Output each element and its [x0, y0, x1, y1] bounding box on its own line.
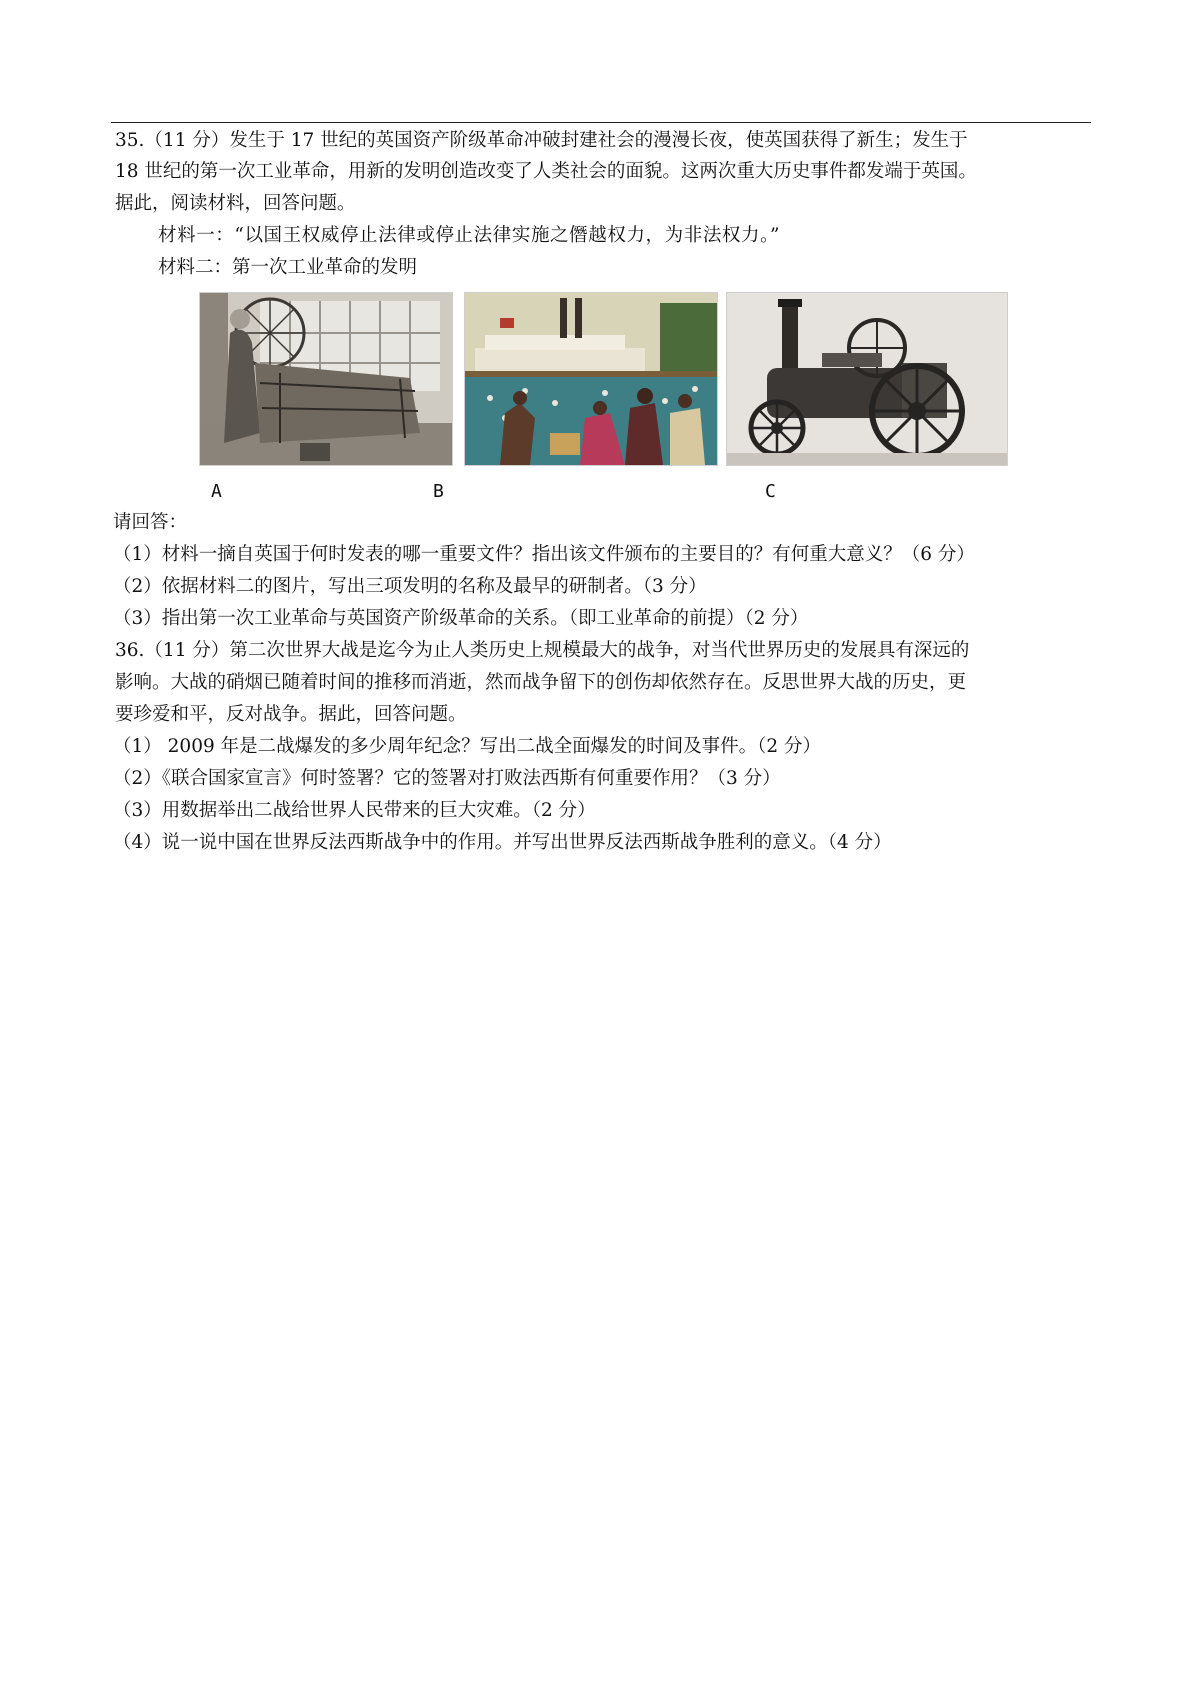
q36-intro-line-2: 影响。大战的硝烟已随着时间的推移而消逝，然而战争留下的创伤却依然存在。反思世界大战的历史，更	[115, 672, 967, 693]
q36-question-2: （2）《联合国家宣言》何时签署？它的签署对打败法西斯有何重要作用？（3 分）	[113, 768, 781, 789]
figure-c-steam-engine	[726, 292, 1008, 466]
q35-intro-line-2: 18 世纪的第一次工业革命，用新的发明创造改变了人类社会的面貌。这两次重大历史事件都发端于英国。	[115, 161, 977, 182]
figure-a-spinning-jenny	[199, 292, 453, 466]
figure-b-label: B	[433, 481, 444, 502]
figure-c-label: C	[765, 481, 776, 502]
figure-a-label: A	[211, 481, 222, 502]
q35-prompt: 请回答：	[113, 512, 188, 533]
q35-material-2: 材料二：第一次工业革命的发明	[158, 257, 418, 278]
q35-material-1: 材料一：“以国王权威停止法律或停止法律实施之僭越权力，为非法权力。”	[158, 225, 781, 246]
q35-question-3: （3）指出第一次工业革命与英国资产阶级革命的关系。（即工业革命的前提）（2 分）	[113, 608, 809, 629]
q35-intro-line-3: 据此，阅读材料，回答问题。	[115, 193, 356, 214]
q35-intro-line-1: 35.（11 分）发生于 17 世纪的英国资产阶级革命冲破封建社会的漫漫长夜，使英国获得了新生；发生于	[115, 130, 968, 151]
q36-intro-line-3: 要珍爱和平，反对战争。据此，回答问题。	[115, 704, 467, 725]
q36-intro-line-1: 36.（11 分）第二次世界大战是迄今为止人类历史上规模最大的战争，对当代世界历史的发展具有深远的	[115, 640, 970, 661]
q35-question-2: （2）依据材料二的图片，写出三项发明的名称及最早的研制者。（3 分）	[113, 576, 707, 597]
q36-question-3: （3）用数据举出二战给世界人民带来的巨大灾难。（2 分）	[113, 800, 596, 821]
figure-b-steamboat-cotton-field	[464, 292, 718, 466]
header-rule	[111, 122, 1091, 123]
q36-question-4: （4）说一说中国在世界反法西斯战争中的作用。并写出世界反法西斯战争胜利的意义。（4 分）	[113, 832, 892, 853]
q35-question-1: （1）材料一摘自英国于何时发表的哪一重要文件？指出该文件颁布的主要目的？有何重大意义？（6 分）	[113, 544, 975, 565]
q36-question-1: （1） 2009 年是二战爆发的多少周年纪念？写出二战全面爆发的时间及事件。（2 分）	[113, 736, 822, 757]
